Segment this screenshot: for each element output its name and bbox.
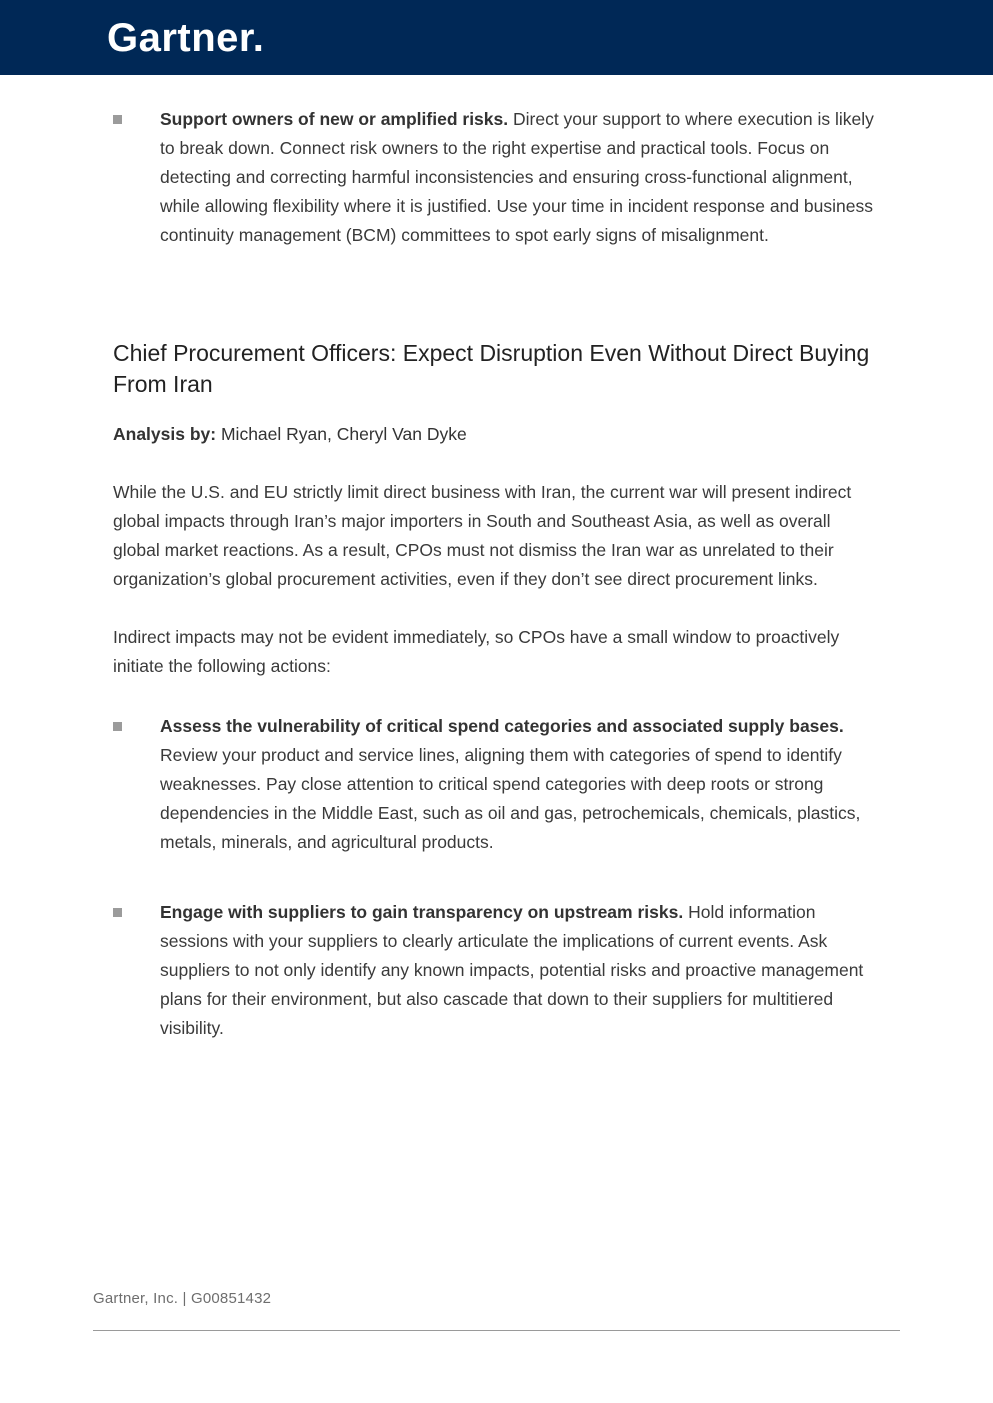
gartner-logo: Gartner. (107, 15, 265, 60)
bullet-body: Hold information sessions with your suppliers to clearly articulate the implications of current events. Ask suppliers to not only identify any known impacts, potential risks and proactive management plans for their environment, but also cascade that down to their suppliers for multitiered visibility. (160, 902, 864, 1038)
bullet-item (113, 105, 893, 250)
section-title: Chief Procurement Officers: Expect Disruption Even Without Direct Buying From Iran (113, 340, 870, 397)
analysts-names: Michael Ryan, Cheryl Van Dyke (220, 424, 467, 444)
bullet-text (160, 105, 880, 250)
bullet-lead: Engage with suppliers to gain transparency on upstream risks. (160, 902, 684, 922)
bullet-lead: Support owners of new or amplified risks. (160, 109, 509, 129)
page-content (0, 75, 993, 1043)
bullet-item (113, 712, 893, 857)
analysis-by-label: Analysis by: (113, 424, 217, 444)
bullet-lead: Assess the vulnerability of critical spend categories and associated supply bases. (160, 716, 844, 736)
bullet-square-icon (113, 722, 122, 731)
bullet-square-icon (113, 908, 122, 917)
header-bar (0, 0, 993, 75)
bullet-square-icon (113, 115, 122, 124)
bullet-text (160, 898, 880, 1043)
bullet-text (160, 712, 880, 857)
bullet-body: Direct your support to where execution is likely to break down. Connect risk owners to the right expertise and practical tools. Focus on detecting and correcting harmful inconsistencies and ensuring cross-functional alignment, while allowing flexibility where it is justified. Use your time in incident response and business continuity management (BCM) committees to spot early signs of misalignment. (160, 109, 874, 245)
paragraph: Indirect impacts may not be evident immediately, so CPOs have a small window to proactively initiate the following actions: (113, 627, 840, 676)
paragraph: While the U.S. and EU strictly limit direct business with Iran, the current war will present indirect global impacts through Iran’s major importers in South and Southeast Asia, as well as overall global market reactions. As a result, CPOs must not dismiss the Iran war as unrelated to their organization’s global procurement activities, even if they don’t see direct procurement links. (113, 482, 852, 589)
footer-divider (93, 1330, 900, 1331)
footer-note: Gartner, Inc. | G00851432 (93, 1290, 272, 1307)
analysis-by-line (113, 421, 893, 448)
bullet-body: Review your product and service lines, aligning them with categories of spend to identify weaknesses. Pay close attention to critical spend categories with deep roots or strong dependencies in the Middle East, such as oil and gas, petrochemicals, chemicals, plastics, metals, minerals, and agricultural products. (160, 745, 861, 852)
bullet-item (113, 898, 893, 1043)
